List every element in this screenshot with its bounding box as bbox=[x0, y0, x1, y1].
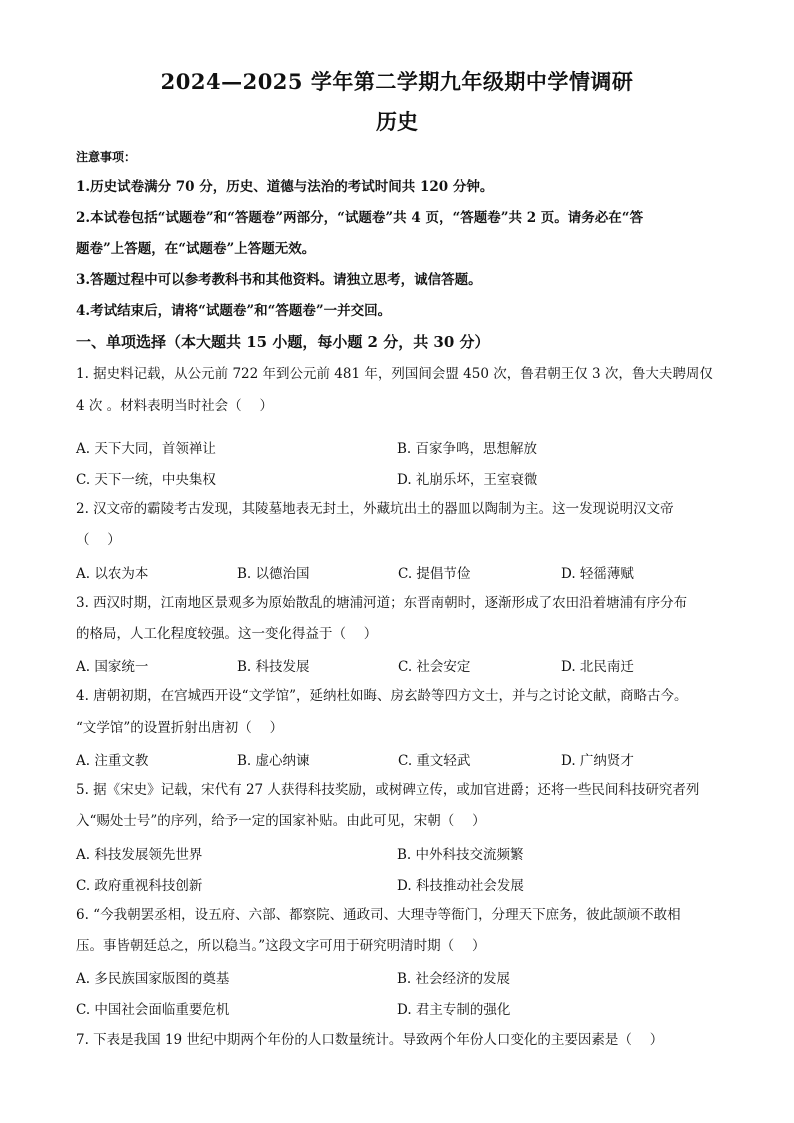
option-b: B. 科技发展 bbox=[237, 659, 310, 675]
option-b: B. 社会经济的发展 bbox=[397, 971, 511, 987]
option-d: D. 科技推动社会发展 bbox=[397, 878, 524, 894]
question-7-text: 7. 下表是我国 19 世纪中期两个年份的人口数量统计。导致两个年份人口变化的主要因素是（ ） bbox=[76, 1032, 664, 1048]
question-3-text: 的格局，人工化程度较强。这一变化得益于（ ） bbox=[76, 626, 378, 642]
option-d: D. 礼崩乐坏，王室衰微 bbox=[397, 472, 538, 488]
question-6-text: 压。事皆朝廷总之，所以稳当。”这段文字可用于研究明清时期（ ） bbox=[76, 938, 486, 954]
section-heading: 一、单项选择（本大题共 15 小题，每小题 2 分，共 30 分） bbox=[76, 333, 490, 351]
option-c: C. 天下一统，中央集权 bbox=[76, 472, 216, 488]
question-1-text: 1. 据史料记载，从公元前 722 年到公元前 481 年，列国间会盟 450 次，鲁君朝王仅 3 次，鲁大夫聘周仅 bbox=[76, 366, 713, 382]
option-c: C. 重文轻武 bbox=[398, 753, 471, 769]
question-4-text: “文学馆”的设置折射出唐初（ ） bbox=[76, 720, 284, 736]
option-b: B. 以德治国 bbox=[237, 566, 310, 582]
option-a: A. 注重文教 bbox=[76, 753, 149, 769]
question-6-text: 6. “今我朝罢丞相，设五府、六部、都察院、通政司、大理寺等衙门，分理天下庶务，彼此颉颃不敢相 bbox=[76, 907, 681, 923]
option-a: A. 科技发展领先世界 bbox=[76, 847, 203, 863]
question-2-text: （ ） bbox=[76, 532, 121, 548]
note-item: 题卷”上答题，在“试题卷”上答题无效。 bbox=[76, 241, 316, 257]
option-c: C. 政府重视科技创新 bbox=[76, 878, 203, 894]
option-a: A. 国家统一 bbox=[76, 659, 149, 675]
question-2-text: 2. 汉文帝的霸陵考古发现，其陵墓地表无封土，外藏坑出土的器皿以陶制为主。这一发现说明汉文帝 bbox=[76, 501, 674, 517]
option-d: D. 轻徭薄赋 bbox=[561, 566, 634, 582]
option-c: C. 中国社会面临重要危机 bbox=[76, 1002, 230, 1018]
option-d: D. 北民南迁 bbox=[561, 659, 634, 675]
page-title: 2024—2025 学年第二学期九年级期中学情调研 bbox=[160, 69, 634, 94]
question-4-text: 4. 唐朝初期，在宫城西开设“文学馆”，延纳杜如晦、房玄龄等四方文士，并与之讨论文献，商略古今。 bbox=[76, 688, 688, 704]
option-c: C. 社会安定 bbox=[398, 659, 471, 675]
note-item: 3.答题过程中可以参考教科书和其他资料。请独立思考，诚信答题。 bbox=[76, 272, 482, 288]
option-b: B. 中外科技交流频繁 bbox=[397, 847, 524, 863]
option-a: A. 以农为本 bbox=[76, 566, 149, 582]
question-5-text: 入“赐处士号”的序列，给予一定的国家补贴。由此可见，宋朝（ ） bbox=[76, 813, 486, 829]
option-a: A. 多民族国家版图的奠基 bbox=[76, 971, 230, 987]
notes-heading: 注意事项： bbox=[76, 150, 137, 164]
question-1-text: 4 次 。材料表明当时社会（ ） bbox=[76, 398, 273, 414]
option-d: D. 君主专制的强化 bbox=[397, 1002, 511, 1018]
option-b: B. 虚心纳谏 bbox=[237, 753, 310, 769]
question-5-text: 5. 据《宋史》记载，宋代有 27 人获得科技奖励，或树碑立传，或加官进爵；还将一些民间科技研究者列 bbox=[76, 782, 700, 798]
note-item: 2.本试卷包括“试题卷”和“答题卷”两部分，“试题卷”共 4 页，“答题卷”共 2 页。请务必在“答 bbox=[76, 210, 644, 226]
option-c: C. 提倡节俭 bbox=[398, 566, 471, 582]
option-a: A. 天下大同，首领禅让 bbox=[76, 441, 216, 457]
option-d: D. 广纳贤才 bbox=[561, 753, 634, 769]
note-item: 1.历史试卷满分 70 分，历史、道德与法治的考试时间共 120 分钟。 bbox=[76, 179, 494, 195]
subject-title: 历史 bbox=[376, 109, 418, 134]
question-3-text: 3. 西汉时期，江南地区景观多为原始散乱的塘浦河道；东晋南朝时，逐渐形成了农田沿着塘浦有序分布 bbox=[76, 595, 688, 611]
option-b: B. 百家争鸣，思想解放 bbox=[397, 441, 538, 457]
note-item: 4.考试结束后，请将“试题卷”和“答题卷”一并交回。 bbox=[76, 303, 392, 319]
